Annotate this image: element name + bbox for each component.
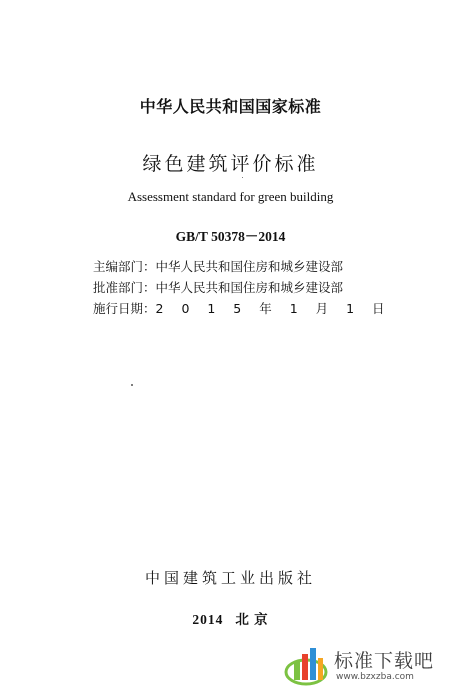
standard-number: GB/T 50378－2014 bbox=[175, 229, 286, 244]
meta-value: 中华人民共和国住房和城乡建设部 bbox=[155, 259, 344, 274]
meta-value: 2 0 1 5 年 1 月 1 日 bbox=[155, 301, 392, 316]
meta-value: 中华人民共和国住房和城乡建设部 bbox=[155, 280, 344, 295]
bar-chart-logo-icon bbox=[284, 642, 332, 688]
meta-label: 施行日期： bbox=[93, 301, 156, 316]
watermark-url: www.bzxzba.com bbox=[336, 672, 414, 682]
document-meta bbox=[93, 256, 393, 319]
scan-speck bbox=[131, 384, 133, 386]
watermark-title: 标准下载吧 bbox=[334, 650, 435, 672]
meta-label: 主编部门： bbox=[93, 259, 156, 274]
document-title-english: Assessment standard for green building bbox=[127, 189, 334, 204]
publisher-name: 中国建筑工业出版社 bbox=[144, 569, 316, 587]
meta-row-approver bbox=[93, 277, 393, 298]
document-title-chinese: 绿色建筑评价标准 bbox=[142, 153, 319, 175]
meta-row-editor bbox=[93, 256, 393, 277]
publication-city: 北 京 bbox=[235, 612, 269, 627]
scan-speck bbox=[242, 177, 243, 178]
publication-line bbox=[0, 608, 461, 628]
site-watermark bbox=[284, 642, 454, 688]
meta-label: 批准部门： bbox=[93, 280, 156, 295]
meta-row-effective-date bbox=[93, 298, 393, 319]
publication-year: 2014 bbox=[192, 612, 224, 627]
standard-type-heading: 中华人民共和国国家标准 bbox=[139, 97, 322, 116]
